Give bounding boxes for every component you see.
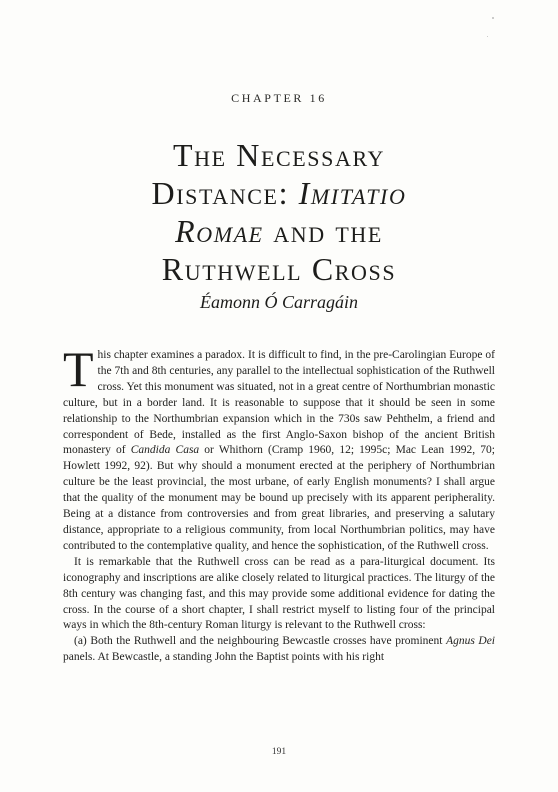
page-number: 191	[271, 747, 287, 757]
paragraph-3-italic: Agnus Dei	[446, 635, 495, 648]
paragraph-3-text-a: (a) Both the Ruthwell and the neighbouring Bewcastle crosses have prominent	[74, 635, 447, 648]
scan-speck	[487, 36, 488, 37]
title-line-3	[0, 212, 558, 250]
chapter-label: CHAPTER 16	[231, 91, 327, 105]
paragraph-2: It is remarkable that the Ruthwell cross can be read as a para-liturgical document. Its iconography and inscriptions are alike closely related to liturgical practices. The liturgy of the 8th century was changing fast, and this may provide some additional evidence for dating the cross. In the course of a short chapter, I shall restrict myself to listing four of the principal ways in which the 8th-century Roman liturgy is relevant to the Ruthwell cross:	[63, 555, 495, 632]
author-name: Éamonn Ó Carragáin	[199, 292, 358, 312]
body-text	[63, 341, 495, 666]
paragraph-3-text-b: panels. At Bewcastle, a standing John the Baptist points with his right	[63, 651, 385, 664]
title-line-4: Ruthwell Cross	[161, 251, 397, 287]
title-line-1: The Necessary	[172, 137, 386, 173]
title-line-2-italic: Imitatio	[298, 175, 407, 211]
title-line-2-roman: Distance:	[151, 175, 299, 211]
title-line-3-roman: and the	[263, 213, 383, 249]
chapter-title	[0, 136, 558, 288]
paragraph-3	[63, 634, 495, 666]
paragraph-1	[63, 341, 495, 555]
drop-cap: T	[63, 341, 94, 397]
title-line-3-italic: Romae	[175, 213, 264, 249]
paragraph-1-italic: Candida Casa	[130, 444, 200, 457]
scan-speck	[492, 17, 494, 19]
title-line-2	[0, 174, 558, 212]
paragraph-1-text-a: his chapter examines a paradox. It is difficult to find, in the pre-Carolingian Europe of the 7th and 8th centuries, any parallel to the intellectual sophistication of the Ruthwell cross. Yet this monument was situated, not in a great centre of Northumbrian monastic culture, but in a border land. It is reasonable to suppose that it should be seen in some relationship to the Northumbrian expansion which in the 730s saw Pehthelm, a friend and correspondent of Bede, installed as the first Anglo-Saxon bishop of the ancient British monastery of	[63, 349, 495, 457]
paragraph-1-text-b: or Whithorn (Cramp 1960, 12; 1995c; Mac Lean 1992, 70; Howlett 1992, 92). But why should a monument erected at the periphery of Northumbrian culture be the least provincial, the most urbane, of early English monuments? I shall argue that the quality of the monument may be bound up precisely with its apparent peripherality. Being at a distance from controversies and from great libraries, and preserving a salutary distance, appropriate to a religious community, from local Northumbrian politics, may have contributed to the contemplative quality, and hence the sophistication, of the Ruthwell cross.	[63, 444, 495, 552]
